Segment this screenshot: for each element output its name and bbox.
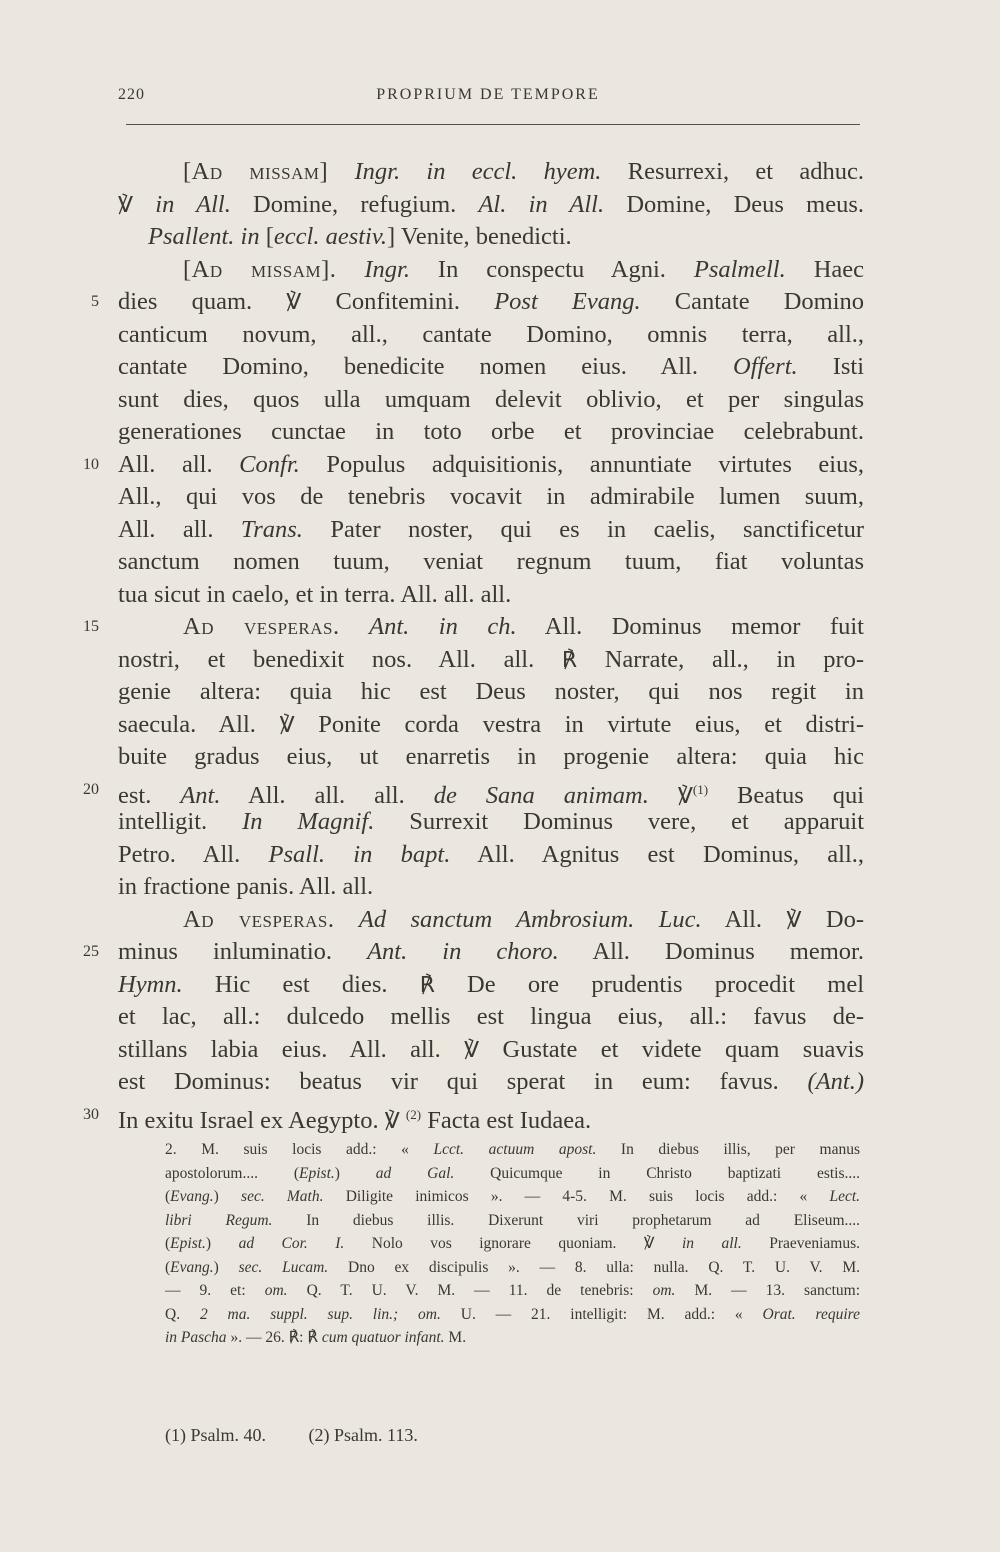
text-line: 20 est. Ant. All. all. all. de Sana animam. ℣$^{(1)}$ Beatus qui [118, 774, 864, 807]
text-line: Hymn. Hic est dies. ℟ De ore prudentis procedit mel [118, 970, 865, 998]
text-line: in fractione panis. All. all. [118, 873, 374, 900]
apparatus-line: Q. 2 ma. suppl. sup. lin.; om. U. — 21. intelligit: M. add.: « Orat. require [165, 1305, 860, 1323]
page-number: 220 [118, 86, 145, 103]
versicle-symbol: ℣ [464, 1036, 480, 1062]
line-number: 20 [83, 780, 99, 798]
text-line: Petro. All. Psall. in bapt. All. Agnitus est Dominus, all., [118, 840, 865, 868]
line-number: 5 [91, 293, 99, 310]
text-line: genie altera: quia hic est Deus noster, qui nos regit in [118, 678, 864, 705]
header-rule [126, 124, 860, 125]
source-ref: (1) Psalm. 40. [165, 1425, 266, 1445]
versicle-symbol: ℣ [118, 191, 134, 217]
versicle-symbol: ℣ [384, 1107, 400, 1133]
versicle-symbol: ℣ [286, 289, 302, 314]
text-line: Ad vesperas. Ad sanctum Ambrosium. Luc. All. ℣ Do- [183, 905, 865, 933]
text-line: sanctum nomen tuum, veniat regnum tuum, fiat voluntas [118, 548, 864, 575]
apparatus-line: (Epist.) ad Cor. I. Nolo vos ignorare quoniam. ℣ in all. Praeveniamus. [165, 1235, 861, 1252]
apparatus-line: apostolorum.... (Epist.) ad Gal. Quicumque in Christo baptizati estis.... [165, 1164, 861, 1182]
text-line: ℣ in All. Domine, refugium. Al. in All. Domine, Deus meus. [118, 190, 865, 218]
text-line: buite gradus eius, ut enarretis in progenie altera: quia hic [118, 743, 864, 770]
footnote-marker: (2) [405, 1106, 422, 1122]
versicle-symbol: ℣ [677, 782, 693, 808]
critical-apparatus [165, 1138, 860, 1350]
text-line: 25 minus inluminatio. Ant. in choro. All. Dominus memor. [118, 936, 864, 969]
response-symbol: ℟ [419, 971, 435, 997]
text-line: cantate Domino, benedicite nomen eius. All. Offert. Isti [118, 353, 864, 380]
text-line: 10 All. all. Confr. Populus adquisitionis, annuntiate virtutes eius, [118, 449, 864, 482]
versicle-symbol: ℣ [786, 906, 802, 932]
text-line: nostri, et benedixit nos. All. all. ℟ Narrate, all., in pro- [118, 645, 865, 673]
text-line: All., qui vos de tenebris vocavit in admirabile lumen suum, [118, 483, 864, 510]
text-line: All. all. Trans. Pater noster, qui es in caelis, sanctificetur [118, 515, 865, 543]
text-line: saecula. All. ℣ Ponite corda vestra in virtute eius, et distri- [118, 710, 865, 738]
text-line: est Dominus: beatus vir qui sperat in eum: favus. (Ant.) [118, 1068, 865, 1095]
text-line: 5 dies quam. ℣ Confitemini. Post Evang. Cantate Domino [118, 286, 864, 319]
text-line: Psallent. in [eccl. aestiv.] Venite, benedicti. [148, 223, 572, 250]
apparatus-line: libri Regum. In diebus illis. Dixerunt viri prophetarum ad Eliseum.... [165, 1211, 861, 1229]
text-line: canticum novum, all., cantate Domino, omnis terra, all., [118, 320, 864, 348]
text-line: intelligit. In Magnif. Surrexit Dominus vere, et apparuit [118, 808, 865, 835]
line-number: 30 [83, 1105, 99, 1123]
apparatus-line: (Evang.) sec. Lucam. Dno ex discipulis ». — 8. ulla: nulla. Q. T. U. V. M. [165, 1258, 861, 1276]
line-number: 15 [83, 618, 99, 635]
text-line: [Ad missam] Ingr. in eccl. hyem. Resurrexi, et adhuc. [183, 158, 865, 185]
text-line: tua sicut in caelo, et in terra. All. all. all. [118, 580, 512, 608]
versicle-symbol: ℣ [279, 711, 295, 737]
text-line: generationes cunctae in toto orbe et provinciae celebrabunt. [118, 418, 864, 445]
footnote-marker: (1) [692, 781, 709, 797]
response-symbol: ℟ [561, 646, 577, 672]
page-header [118, 86, 858, 116]
main-text [83, 156, 865, 1134]
line-number: 10 [83, 455, 99, 473]
text-line: stillans labia eius. All. all. ℣ Gustate et videte quam suavis [118, 1035, 864, 1063]
line-number: 25 [83, 943, 99, 960]
apparatus-line: 2. M. suis locis add.: « Lcct. actuum apost. In diebus illis, per manus [165, 1141, 861, 1158]
apparatus-line: — 9. et: om. Q. T. U. V. M. — 11. de tenebris: om. M. — 13. sanctum: [165, 1282, 861, 1299]
text-line: [Ad missam]. Ingr. In conspectu Agni. Psalmell. Haec [183, 255, 865, 283]
source-references [165, 1425, 456, 1446]
text-line: 15 Ad vesperas. Ant. in ch. All. Dominus memor fuit [118, 611, 864, 644]
apparatus-line: in Pascha ». — 26. ℟: ℟ cum quatuor infant. M. [165, 1329, 467, 1346]
source-ref: (2) Psalm. 113. [308, 1425, 418, 1445]
text-line: sunt dies, quos ulla umquam delevit oblivio, et per singulas [118, 385, 864, 413]
text-line: 30 In exitu Israel ex Aegypto. ℣ $^{(2)}$ Facta est Iudaea. [118, 1099, 864, 1132]
text-line: et lac, all.: dulcedo mellis est lingua eius, all.: favus de- [118, 1003, 864, 1030]
running-title: PROPRIUM DE TEMPORE [376, 86, 600, 103]
apparatus-line: (Evang.) sec. Math. Diligite inimicos ». — 4-5. M. suis locis add.: « Lect. [165, 1188, 861, 1205]
